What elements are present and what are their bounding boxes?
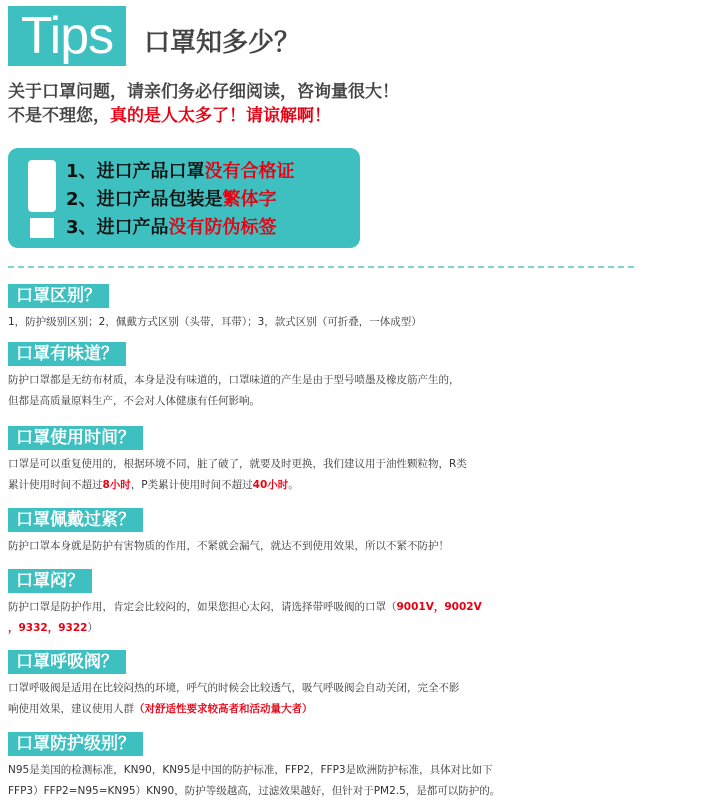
intro-line-2-prefix: 不是不理您， bbox=[8, 106, 110, 126]
warning-item-highlight: 没有合格证 bbox=[204, 161, 295, 182]
section-valve bbox=[8, 650, 708, 720]
warning-item bbox=[66, 158, 295, 186]
text-run: 防护口罩是防护作用，肯定会比较闷的，如果您担心太闷，请选择带呼吸阀的口罩（ bbox=[8, 601, 397, 613]
section-text bbox=[8, 597, 708, 639]
section-line bbox=[8, 699, 708, 720]
section-text bbox=[8, 370, 708, 412]
section-usage-time bbox=[8, 426, 708, 496]
section-text: 防护口罩本身就是防护有害物质的作用，不紧就会漏气，就达不到使用效果，所以不紧不防护！ bbox=[8, 540, 449, 552]
dashed-divider bbox=[8, 266, 634, 268]
section-heading: 口罩有味道？ bbox=[8, 342, 126, 366]
intro-line-2-highlight: 真的是人太多了！请谅解啊！ bbox=[110, 106, 331, 126]
text-run: 累计使用时间不超过 bbox=[8, 479, 103, 491]
intro-text bbox=[8, 80, 399, 128]
section-line bbox=[8, 475, 708, 496]
tips-badge: Tips bbox=[8, 6, 126, 66]
section-heading: 口罩呼吸阀？ bbox=[8, 650, 126, 674]
section-line: N95是美国的检测标准，KN90，KN95是中国的防护标准，FFP2，FFP3是欧洲防护标准，具体对比如下 bbox=[8, 764, 493, 776]
warning-item-highlight: 繁体字 bbox=[222, 189, 277, 210]
highlight-text: 40小时 bbox=[252, 479, 289, 491]
section-text bbox=[8, 760, 708, 802]
section-heading: 口罩闷？ bbox=[8, 569, 92, 593]
warning-item-text: 2、进口产品包装是 bbox=[66, 189, 223, 210]
section-line: 但都是高质量原料生产，不会对人体健康有任何影响。 bbox=[8, 395, 260, 407]
section-line: 防护口罩都是无纺布材质，本身是没有味道的，口罩味道的产生是由于型号喷墨及橡皮筋产生的， bbox=[8, 374, 460, 386]
section-heading: 口罩佩戴过紧？ bbox=[8, 508, 143, 532]
section-protection-level bbox=[8, 732, 708, 802]
text-run: ） bbox=[87, 622, 98, 634]
section-line bbox=[8, 618, 708, 639]
page-title: 口罩知多少？ bbox=[144, 28, 301, 58]
section-too-tight bbox=[8, 508, 708, 557]
section-line: 口罩呼吸阀是适用在比较闷热的环境，呼气的时候会比较透气，吸气呼吸阀会自动关闭，完全不影 bbox=[8, 682, 460, 694]
intro-line-2 bbox=[8, 104, 399, 128]
section-line: FFP3）FFP2=N95=KN95）KN90，防护等级越高，过滤效果越好，但针对于PM2.5，是都可以防护的。 bbox=[8, 785, 501, 797]
warning-box bbox=[8, 148, 360, 248]
section-mask-difference bbox=[8, 284, 708, 333]
section-text bbox=[8, 454, 708, 496]
section-line bbox=[8, 597, 708, 618]
text-run: ，P类累计使用时间不超过 bbox=[130, 479, 253, 491]
section-line: 口罩是可以重复使用的，根据环境不同，脏了破了，就要及时更换，我们建议用于油性颗粒物，R类 bbox=[8, 458, 467, 470]
section-heading: 口罩使用时间？ bbox=[8, 426, 143, 450]
warning-item-highlight: 没有防伪标签 bbox=[168, 217, 277, 238]
section-heading: 口罩防护级别？ bbox=[8, 732, 143, 756]
intro-line-1: 关于口罩问题，请亲们务必仔细阅读，咨询量很大！ bbox=[8, 82, 399, 102]
warning-list bbox=[66, 158, 295, 242]
warning-item-text: 1、进口产品口罩 bbox=[66, 161, 205, 182]
section-stuffy bbox=[8, 569, 708, 639]
exclamation-icon bbox=[22, 160, 62, 238]
highlight-text: 9001V，9002V bbox=[396, 601, 482, 613]
warning-item-text: 3、进口产品 bbox=[66, 217, 169, 238]
section-mask-smell bbox=[8, 342, 708, 412]
section-text bbox=[8, 678, 708, 720]
section-text: 1，防护级别区别；2，佩戴方式区别（头带，耳带）；3，款式区别（可折叠，一体成型） bbox=[8, 316, 422, 328]
text-run: 响使用效果，建议使用人群 bbox=[8, 703, 134, 715]
section-heading: 口罩区别？ bbox=[8, 284, 109, 308]
text-run: 。 bbox=[288, 479, 299, 491]
warning-item bbox=[66, 186, 295, 214]
highlight-text: （对舒适性要求较高者和活动量大者） bbox=[134, 703, 313, 715]
highlight-text: ，9332，9322 bbox=[8, 622, 88, 634]
warning-item bbox=[66, 214, 295, 242]
highlight-text: 8小时 bbox=[102, 479, 131, 491]
